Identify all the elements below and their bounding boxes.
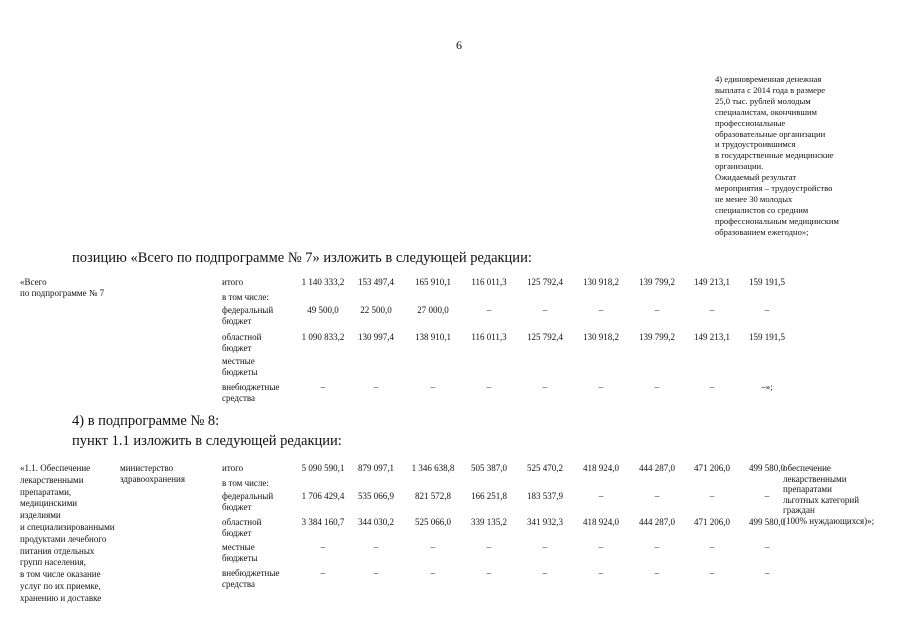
row-label: областной (222, 517, 262, 527)
table-cell-dash: – (373, 382, 379, 392)
table-cell-dash: – (654, 491, 660, 501)
table-cell-value: 138 910,1 (415, 332, 451, 342)
table-cell-value: 471 206,0 (694, 463, 730, 473)
item-description: и специализированными (20, 522, 115, 532)
item-description: медицинскими (20, 498, 78, 509)
table-cell-value: 149 213,1 (694, 332, 730, 342)
table-cell-dash: – (320, 382, 326, 392)
table-cell-value: 153 497,4 (358, 277, 394, 287)
expected-result: препаратами (783, 484, 832, 495)
table-cell-value: 183 537,9 (527, 491, 563, 501)
note-line: образовательные организации (715, 128, 826, 139)
table-cell-value: 125 792,4 (527, 277, 563, 287)
table-cell-dash: – (709, 382, 715, 392)
item-description: хранению и доставке (20, 592, 102, 603)
note-line: мероприятия – трудоустройство (715, 183, 833, 194)
table-cell-value: 27 000,0 (417, 305, 449, 315)
table-cell-value: 166 251,8 (471, 491, 507, 501)
row-label: средства (222, 578, 256, 589)
row-label: внебюджетные (222, 568, 280, 578)
table-cell-value: 444 287,0 (639, 517, 675, 527)
table-cell-value: 165 910,1 (415, 277, 451, 287)
table-cell-value: 418 924,0 (583, 517, 619, 527)
table-cell-dash: – (654, 382, 660, 392)
table-cell-value: 5 090 590,1 (301, 463, 345, 473)
table-cell-dash: – (598, 305, 604, 315)
table-cell-dash: – (764, 491, 770, 501)
table-cell-value: 130 918,2 (583, 332, 619, 342)
note-line: в государственные медицинские (715, 150, 834, 161)
item-description: питания отдельных (20, 545, 95, 556)
table-cell-value: 3 384 160,7 (301, 517, 345, 527)
item-description: в том числе оказание (20, 569, 101, 580)
table-cell-value: 471 206,0 (694, 517, 730, 527)
table-cell-value: 149 213,1 (694, 277, 730, 287)
heading-position-subprogram-7: позицию «Всего по подпрограмме № 7» изложить в следующей редакции: (72, 250, 532, 266)
table-cell-value: 1 706 429,4 (301, 491, 345, 501)
table-cell-dash: – (542, 568, 548, 578)
table-cell-dash: – (654, 568, 660, 578)
table-cell-value: 341 932,3 (527, 517, 563, 527)
table-cell-value: 499 580,0 (749, 463, 785, 473)
table-cell-value: 444 287,0 (639, 463, 675, 473)
table-cell-dash: – (486, 382, 492, 392)
table-cell-dash: – (764, 568, 770, 578)
table-cell-dash: – (709, 542, 715, 552)
row-label: бюджет (222, 315, 252, 326)
table-cell-dash: –»; (761, 382, 773, 392)
table-cell-dash: – (373, 542, 379, 552)
expected-result: обеспечение (783, 463, 831, 473)
table-cell-value: 130 997,4 (358, 332, 394, 342)
table-cell-value: 49 500,0 (307, 305, 339, 315)
table-cell-dash: – (764, 542, 770, 552)
table-cell-value: 159 191,5 (749, 277, 785, 287)
table-cell-dash: – (542, 305, 548, 315)
item-description: продуктами лечебного (20, 533, 107, 544)
table-cell-dash: – (430, 382, 436, 392)
row-label: местные (222, 542, 255, 552)
table-cell-dash: – (764, 305, 770, 315)
table-cell-dash: – (373, 568, 379, 578)
row-label: средства (222, 392, 256, 403)
note-line: выплата с 2014 года в размере (715, 84, 826, 95)
table-cell-dash: – (654, 542, 660, 552)
row-label: внебюджетные (222, 382, 280, 392)
measure-note (715, 74, 895, 238)
item-description: препаратами, (20, 486, 72, 497)
note-line: профессиональные (715, 117, 786, 128)
table-cell-dash: – (486, 542, 492, 552)
expected-result: льготных категорий (783, 494, 860, 505)
table-title: по подпрограмме № 7 (20, 287, 105, 298)
table-cell-dash: – (709, 305, 715, 315)
table-cell-dash: – (486, 305, 492, 315)
table-cell-value: 1 090 833,2 (301, 332, 345, 342)
row-label: бюджет (222, 527, 252, 538)
table-cell-value: 130 918,2 (583, 277, 619, 287)
table-cell-value: 1 140 333,2 (301, 277, 345, 287)
table-cell-dash: – (709, 491, 715, 501)
table-cell-dash: – (598, 491, 604, 501)
heading-item-1-1: пункт 1.1 изложить в следующей редакции: (72, 433, 342, 449)
expected-result: (100% нуждающихся)»; (783, 516, 875, 526)
note-line: профессиональным медицинским (715, 215, 839, 226)
row-label: федеральный (222, 491, 274, 501)
table-cell-value: 139 799,2 (639, 277, 675, 287)
table-cell-dash: – (542, 382, 548, 392)
expected-result: граждан (783, 505, 815, 516)
table-cell-value: 821 572,8 (415, 491, 451, 501)
note-line: образованием ежегодно»; (715, 226, 809, 237)
table-cell-value: 125 792,4 (527, 332, 563, 342)
table-cell-value: 116 011,3 (471, 277, 507, 287)
note-line: 25,0 тыс. рублей молодым (715, 95, 811, 106)
table-cell-value: 22 500,0 (360, 305, 392, 315)
row-label: бюджет (222, 342, 252, 353)
item-description: «1.1. Обеспечение (20, 463, 91, 473)
table-cell-dash: – (486, 568, 492, 578)
table-cell-dash: – (320, 568, 326, 578)
row-label: федеральный (222, 305, 274, 315)
table-cell-dash: – (598, 568, 604, 578)
row-label: итого (222, 463, 244, 473)
page-number: 6 (456, 38, 462, 52)
table-cell-dash: – (709, 568, 715, 578)
table-cell-value: 879 097,1 (358, 463, 394, 473)
executor: министерство (120, 463, 174, 473)
table-cell-value: 344 030,2 (358, 517, 394, 527)
note-line: специалистам, окончившим (715, 106, 817, 117)
row-label: бюджеты (222, 552, 258, 563)
note-line: организации. (715, 161, 764, 172)
executor: здравоохранения (120, 473, 186, 484)
note-line: специалистов со средним (715, 204, 809, 215)
table-cell-dash: – (598, 542, 604, 552)
row-label: в том числе: (222, 478, 269, 488)
item-description: услуг по их приемке, (20, 581, 101, 591)
row-label: бюджет (222, 501, 252, 512)
table-cell-value: 535 066,9 (358, 491, 394, 501)
table-cell-value: 525 066,0 (415, 517, 451, 527)
table-cell-value: 339 135,2 (471, 517, 507, 527)
heading-subprogram-8: 4) в подпрограмме № 8: (72, 413, 220, 429)
table-cell-value: 159 191,5 (749, 332, 785, 342)
row-label: в том числе: (222, 292, 269, 302)
table-cell-value: 418 924,0 (583, 463, 619, 473)
note-line: 4) единовременная денежная (715, 74, 822, 84)
note-line: и трудоустроившимся (715, 139, 796, 150)
note-line: не менее 30 молодых (715, 193, 793, 204)
row-label: областной (222, 332, 262, 342)
table-cell-dash: – (542, 542, 548, 552)
table-cell-dash: – (654, 305, 660, 315)
table-cell-value: 505 387,0 (471, 463, 507, 473)
row-label: местные (222, 356, 255, 366)
expected-result: лекарственными (783, 473, 847, 484)
item-description: изделиями (20, 510, 61, 521)
table-cell-value: 525 470,2 (527, 463, 563, 473)
table-cell-dash: – (430, 542, 436, 552)
row-label: бюджеты (222, 366, 258, 377)
note-line: Ожидаемый результат (715, 172, 797, 183)
row-label: итого (222, 277, 244, 287)
table-title: «Всего (20, 277, 47, 287)
table-cell-value: 1 346 638,8 (411, 463, 455, 473)
item-description: лекарственными (20, 474, 84, 485)
table-cell-value: 139 799,2 (639, 332, 675, 342)
table-cell-value: 116 011,3 (471, 332, 507, 342)
table-cell-value: 499 580,0 (749, 517, 785, 527)
table-cell-dash: – (430, 568, 436, 578)
item-description: групп населения, (20, 557, 86, 568)
table-cell-dash: – (320, 542, 326, 552)
table-cell-dash: – (598, 382, 604, 392)
